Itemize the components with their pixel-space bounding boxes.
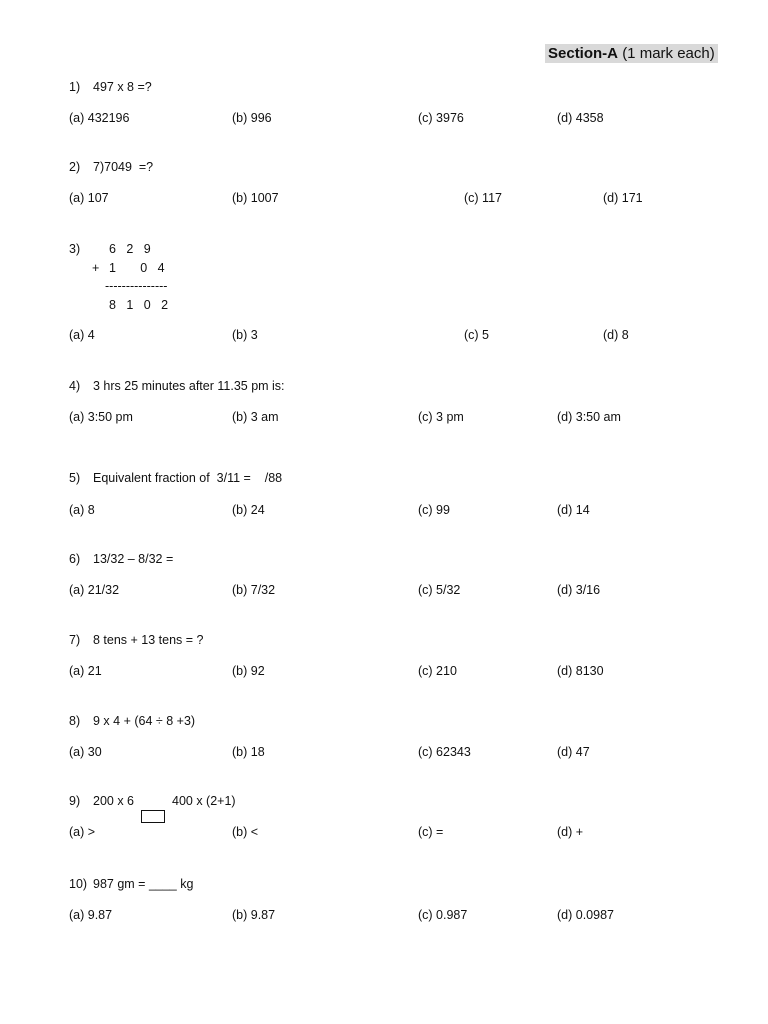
question-6-option-a: (a) 21/32 [69, 583, 120, 597]
question-6-number: 6) [69, 552, 81, 566]
section-marks: (1 mark each) [622, 45, 715, 62]
question-4-number: 4) [69, 379, 81, 393]
question-1-number: 1) [69, 80, 81, 94]
question-10-option-b: (b) 9.87 [232, 908, 276, 922]
question-8-option-b: (b) 18 [232, 745, 265, 759]
question-7-option-a: (a) 21 [69, 664, 102, 678]
addition-plus-sign: + [92, 261, 100, 275]
question-8-option-d: (d) 47 [557, 745, 590, 759]
question-1-option-c: (c) 3976 [418, 111, 464, 125]
comparison-answer-box[interactable] [141, 810, 165, 823]
question-7-option-c: (c) 210 [418, 664, 457, 678]
question-5-option-b: (b) 24 [232, 503, 265, 517]
question-4-option-c: (c) 3 pm [418, 410, 464, 424]
question-2-number: 2) [69, 160, 81, 174]
question-1-option-b: (b) 996 [232, 111, 272, 125]
question-9-option-b: (b) < [232, 825, 259, 839]
addition-result: 8 1 0 2 [109, 298, 169, 312]
question-2-option-b: (b) 1007 [232, 191, 279, 205]
question-3-option-a: (a) 4 [69, 328, 95, 342]
question-5-number: 5) [69, 471, 81, 485]
question-9-option-a: (a) > [69, 825, 96, 839]
question-2-option-a: (a) 107 [69, 191, 109, 205]
section-header [545, 44, 718, 63]
question-10-option-a: (a) 9.87 [69, 908, 113, 922]
question-3-option-c: (c) 5 [464, 328, 489, 342]
question-2-option-c: (c) 117 [464, 191, 502, 205]
question-1-text: 497 x 8 =? [93, 80, 152, 94]
question-6-option-c: (c) 5/32 [418, 583, 461, 597]
question-6-option-b: (b) 7/32 [232, 583, 276, 597]
question-5-option-c: (c) 99 [418, 503, 450, 517]
question-10-text: 987 gm = ____ kg [93, 877, 194, 891]
addition-row-2: 1 0 4 [109, 261, 165, 275]
question-10-number: 10) [69, 877, 88, 891]
question-3-number: 3) [69, 242, 81, 256]
question-6-text: 13/32 – 8/32 = [93, 552, 174, 566]
question-5-option-a: (a) 8 [69, 503, 95, 517]
question-10-option-c: (c) 0.987 [418, 908, 468, 922]
addition-row-1: 6 2 9 [109, 242, 151, 256]
question-2-text: 7)7049 =? [93, 160, 154, 174]
question-9-text-right: 400 x (2+1) [172, 794, 236, 808]
question-5-option-d: (d) 14 [557, 503, 590, 517]
question-8-option-a: (a) 30 [69, 745, 102, 759]
question-4-option-b: (b) 3 am [232, 410, 279, 424]
question-7-option-d: (d) 8130 [557, 664, 604, 678]
question-4-text: 3 hrs 25 minutes after 11.35 pm is: [93, 379, 285, 393]
question-4-option-a: (a) 3:50 pm [69, 410, 133, 424]
question-8-option-c: (c) 62343 [418, 745, 471, 759]
question-6-option-d: (d) 3/16 [557, 583, 601, 597]
question-2-option-d: (d) 171 [603, 191, 643, 205]
question-10-option-d: (d) 0.0987 [557, 908, 614, 922]
question-9-option-d: (d) + [557, 825, 584, 839]
question-8-text: 9 x 4 + (64 ÷ 8 +3) [93, 714, 196, 728]
question-9-text-left: 200 x 6 [93, 794, 135, 808]
question-9-number: 9) [69, 794, 81, 808]
section-title: Section-A [548, 45, 619, 62]
question-1-option-d: (d) 4358 [557, 111, 604, 125]
question-3-option-b: (b) 3 [232, 328, 258, 342]
question-1-option-a: (a) 432196 [69, 111, 130, 125]
question-7-option-b: (b) 92 [232, 664, 265, 678]
question-4-option-d: (d) 3:50 am [557, 410, 621, 424]
question-8-number: 8) [69, 714, 81, 728]
question-3-option-d: (d) 8 [603, 328, 629, 342]
question-5-text: Equivalent fraction of 3/11 = /88 [93, 471, 283, 485]
question-9-option-c: (c) = [418, 825, 444, 839]
addition-line: --------------- [105, 279, 168, 293]
question-7-text: 8 tens + 13 tens = ? [93, 633, 204, 647]
question-7-number: 7) [69, 633, 81, 647]
